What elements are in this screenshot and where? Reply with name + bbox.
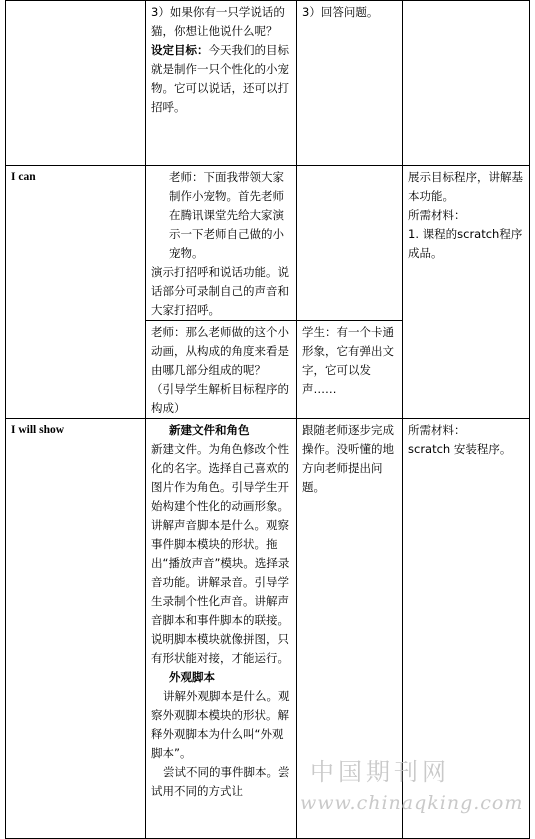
watermark-url: www.chinaqking.com xyxy=(300,792,524,814)
notes-cell-can xyxy=(403,166,530,419)
student-show-text: 跟随老师逐步完成操作。没听懂的地方向老师提出问题。 xyxy=(302,423,394,494)
goal-paragraph xyxy=(151,41,291,117)
section-heading-new-file: 新建文件和角色 xyxy=(169,423,250,437)
teacher-show-text: 新建文件。为角色修改个性化的名字。选择自己喜欢的图片作为角色。引导学生开始构建个性化的动画形象。 xyxy=(151,442,289,513)
watermark xyxy=(300,752,535,825)
teacher-show-text: 尝试不同的事件脚本。尝试用不同的方式让 xyxy=(151,765,290,798)
section-heading-looks-script: 外观脚本 xyxy=(169,670,215,684)
goal-label: 设定目标： xyxy=(151,43,209,57)
teacher-demo-text-2: 演示打招呼和说话功能。说话部分可录制自己的声音和大家打招呼。 xyxy=(151,265,289,317)
lesson-plan-table xyxy=(5,0,530,839)
notes-line: 所需材料： xyxy=(408,423,466,437)
teacher-cell-can-analysis xyxy=(146,321,297,419)
notes-line: scratch 安装程序。 xyxy=(408,442,512,456)
student-cell-intro xyxy=(297,1,403,166)
student-analysis-text: 学生：有一个卡通形象，它有弹出文字，它可以发声…… xyxy=(302,325,394,396)
notes-line: 所需材料： xyxy=(408,208,466,222)
teacher-cell-can-demo xyxy=(146,166,297,321)
table-row-can-demo xyxy=(6,166,530,321)
teacher-show-text: 讲解声音脚本是什么。观察事件脚本模块的形状。拖出“播放声音”模块。选择录音功能。讲解录音。引导学生录制个性化声音。讲解声音脚本和事件脚本的联接。说明脚本模块就像拼图，只有形状能对接，才能运行。 xyxy=(151,518,290,665)
notes-line: 展示目标程序，讲解基本功能。 xyxy=(408,170,523,203)
teacher-question-text: 3）如果你有一只学说话的猫，你想让他说什么呢？ xyxy=(151,5,285,38)
stage-cell-empty xyxy=(6,1,146,166)
goal-text: 今天我们的目标就是制作一只个性化的小宠物。它可以说话，还可以打招呼。 xyxy=(151,43,289,114)
notes-cell-intro xyxy=(403,1,530,166)
table-row-intro xyxy=(6,1,530,166)
stage-label-show: I will show xyxy=(6,419,146,839)
teacher-demo-text: 老师：下面我带领大家制作小宠物。首先老师在腾讯课堂先给大家演示一下老师自己做的小宠物。 xyxy=(169,170,284,260)
notes-line: 1. 课程的scratch程序成品。 xyxy=(408,227,523,260)
teacher-analysis-text: 老师：那么老师做的这个小动画，从构成的角度来看是由哪几部分组成的呢？ （引导学生解析目标程序的构成） xyxy=(151,325,289,415)
stage-label-can: I can xyxy=(6,166,146,419)
student-cell-can-demo xyxy=(297,166,403,321)
teacher-show-text: 讲解外观脚本是什么。观察外观脚本模块的形状。解释外观脚本为什么叫“外观脚本”。 xyxy=(151,689,290,760)
watermark-logo-text: 中国期刊网 xyxy=(310,758,450,786)
teacher-cell-intro xyxy=(146,1,297,166)
student-answer-text: 3）回答问题。 xyxy=(302,5,379,19)
teacher-cell-show xyxy=(146,419,297,839)
student-cell-can-analysis xyxy=(297,321,403,419)
